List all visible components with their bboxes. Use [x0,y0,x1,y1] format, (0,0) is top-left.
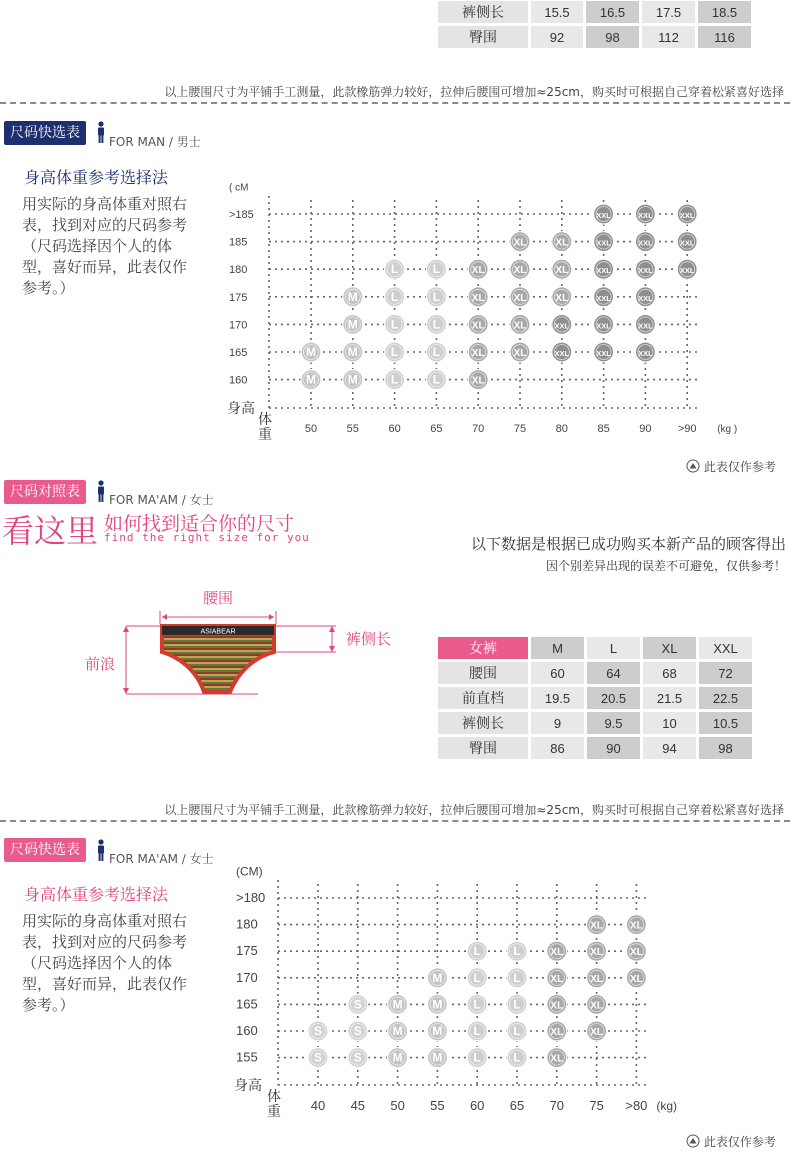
x-tick-label: 75 [589,1098,604,1113]
row-label: 裤侧长 [438,712,528,734]
size-marker-label: XXL [638,321,653,331]
size-marker-label: XXL [596,211,611,220]
for-man-label: FOR MAN / 男士 [109,135,201,149]
size-marker-label: XL [590,1027,603,1038]
men-instruction-text: 用实际的身高体重对照右表，找到对应的尺码参考（尺码选择因个人的体型，喜好而异，此表仅作参考。） [22,195,188,297]
y-axis-caption: 身高 [234,1077,262,1093]
size-marker-label: L [432,262,441,277]
size-marker-label: XXL [679,238,695,248]
size-marker-label: M [347,289,358,304]
size-marker-label: XL [471,265,485,277]
y-tick-label: 165 [229,347,248,359]
size-marker-label: S [353,1050,362,1065]
x-tick-label: 70 [472,423,485,435]
size-marker-label: XL [590,920,603,932]
size-marker-label: XXL [679,211,695,220]
size-marker-label: L [473,1024,481,1038]
size-marker-label: XXL [596,349,611,358]
row-label: 臀围 [438,26,528,48]
men-subtitle: 身高体重参考选择法 [24,168,169,187]
y-unit-label: ( cM [229,182,249,194]
table-header: 女裤 [438,637,528,659]
size-marker-label: L [390,372,399,387]
table-header: XL [643,637,696,659]
y-tick-label: 165 [236,996,258,1012]
size-marker-label: XL [590,973,603,985]
y-tick-label: 185 [229,236,248,249]
for-maam-label: FOR MA'AM / 女士 [109,493,214,507]
table-cell: 86 [531,737,584,759]
table-cell: 90 [587,737,640,759]
y-tick-label: 175 [236,943,258,959]
size-marker-label: XL [550,947,564,959]
size-marker-label: XL [513,237,527,249]
x-tick-label: 70 [549,1098,565,1113]
x-tick-label: >90 [677,423,697,435]
size-marker-label: L [432,289,441,304]
data-source-note: 以下数据是根据已成功购买本新产品的顾客得出 [470,535,786,553]
x-tick-label: 60 [469,1098,485,1113]
row-label: 腰围 [438,662,528,684]
size-marker-label: XL [555,265,569,277]
x-tick-label: 55 [430,1098,445,1113]
top-size-table [435,0,754,51]
size-marker-label: XXL [596,293,611,303]
y-tick-label: 170 [229,319,248,332]
women-quick-size-badge: 尺码快选表 [4,838,86,862]
front-rise-label: 前浪 [85,655,116,673]
size-marker-label: XXL [638,266,653,276]
size-marker-label: XXL [554,321,570,331]
women-subtitle: 身高体重参考选择法 [24,885,169,904]
size-marker-label: L [473,997,481,1012]
section-divider [0,102,790,104]
size-marker-label: S [353,997,362,1012]
x-axis-caption: 重 [258,426,272,442]
how-to-find-subtitle-en: find the right size for you [104,531,310,544]
size-marker-label: XL [471,375,485,387]
size-marker-label: M [347,345,358,359]
size-marker-label: L [390,345,399,359]
section-divider [0,820,790,822]
size-marker-label: XXL [596,266,611,276]
table-cell: 20.5 [587,687,640,709]
measurement-note: 以上腰围尺寸为平铺手工测量，此款橡筋弹力较好，拉伸后腰围可增加≈25cm，购买时可根据自己穿着松紧喜好选择 [164,85,784,99]
size-marker-label: L [432,345,441,359]
size-marker-label: XL [555,292,569,304]
x-tick-label: 45 [350,1098,366,1113]
size-marker-label: M [432,1050,443,1065]
table-cell: 92 [531,26,583,48]
x-tick-label: 40 [310,1098,326,1113]
x-tick-label: >80 [625,1098,648,1113]
big-title: 看这里 [2,512,99,550]
size-marker-label: M [392,1050,403,1065]
row-label: 裤侧长 [438,1,528,23]
size-marker-label: M [306,345,316,359]
x-unit-label: (kg ) [717,424,738,435]
table-cell: 19.5 [531,687,584,709]
x-tick-label: 80 [555,423,568,435]
table-row [438,662,752,684]
table-cell: 98 [586,26,639,48]
women-instruction-text: 用实际的身高体重对照右表，找到对应的尺码参考（尺码选择因个人的体型，喜好而异，此表仅作参考。） [22,912,188,1014]
x-tick-label: 65 [430,423,443,435]
y-unit-label: (CM) [236,864,263,879]
up-arrow-circle-icon [686,459,700,473]
men-reference-note [686,458,776,475]
size-marker-label: XL [550,973,564,985]
size-marker-label: XL [590,1000,603,1012]
women-size-chart [230,860,700,1126]
x-axis-caption: 重 [267,1103,281,1119]
size-marker-label: L [473,1050,481,1065]
size-marker-label: L [390,289,399,304]
table-cell: 60 [531,662,584,684]
size-marker-label: S [353,1024,362,1038]
size-marker-label: XXL [638,293,653,303]
women-size-table [435,634,755,762]
size-marker-label: XXL [638,211,653,220]
up-arrow-circle-icon [686,1134,700,1148]
table-cell: 94 [643,737,696,759]
size-marker-label: L [513,997,521,1012]
table-row [438,712,752,734]
size-marker-label: L [432,372,441,387]
size-marker-label: L [473,970,481,985]
reference-text: 此表仅作参考 [703,460,776,474]
garment-waistband-text: ASIABEAR [200,628,236,636]
table-cell: 116 [698,26,751,48]
x-tick-label: 85 [597,423,610,435]
table-cell: 18.5 [698,1,751,23]
size-marker-label: L [390,262,399,277]
x-tick-label: 50 [390,1098,405,1113]
men-quick-size-badge: 尺码快选表 [4,121,86,145]
y-tick-label: 160 [229,374,248,387]
person-icon [96,121,106,143]
side-length-label: 裤侧长 [346,630,392,648]
women-size-compare-badge: 尺码对照表 [4,480,86,504]
size-marker-label: XL [550,1027,564,1038]
table-cell: 22.5 [699,687,752,709]
size-marker-label: M [347,317,358,332]
row-label: 前直档 [438,687,528,709]
size-marker-label: XL [513,292,527,304]
table-cell: 9 [531,712,584,734]
table-cell: 16.5 [586,1,639,23]
size-marker-label: L [432,317,441,332]
table-cell: 98 [699,737,752,759]
measurement-note: 以上腰围尺寸为平铺手工测量，此款橡筋弹力较好，拉伸后腰围可增加≈25cm，购买时可根据自己穿着松紧喜好选择 [164,803,784,817]
table-cell: 68 [643,662,696,684]
size-marker-label: L [513,970,521,985]
table-header-row [438,637,752,659]
for-maam-label: FOR MA'AM / 女士 [109,852,214,866]
table-header: XXL [699,637,752,659]
x-unit-label: (kg) [656,1099,678,1113]
size-marker-label: XXL [596,321,611,331]
table-header: L [587,637,640,659]
table-cell: 72 [699,662,752,684]
person-icon [96,839,106,861]
size-marker-label: XL [471,292,485,304]
size-marker-label: XL [513,348,527,359]
x-axis-caption: 体 [267,1088,281,1104]
table-cell: 64 [587,662,640,684]
y-tick-label: 170 [236,969,258,985]
size-marker-label: XL [513,320,527,332]
size-marker-label: S [313,1050,323,1065]
table-cell: 10 [643,712,696,734]
table-cell: 10.5 [699,712,752,734]
y-tick-label: 160 [236,1023,258,1038]
size-marker-label: XXL [638,238,653,248]
table-row [438,737,752,759]
y-tick-label: 175 [229,291,248,304]
size-marker-label: XL [550,1053,564,1065]
size-marker-label: XL [630,920,643,932]
size-marker-label: XL [471,348,485,359]
reference-text: 此表仅作参考 [703,1135,776,1149]
size-marker-label: XXL [638,349,653,358]
men-size-chart [225,180,765,450]
women-reference-note [686,1133,776,1150]
x-tick-label: 60 [388,423,401,435]
size-marker-label: L [513,1024,521,1038]
size-marker-label: XL [630,947,643,959]
y-tick-label: >185 [229,209,254,221]
size-marker-label: S [313,1024,323,1038]
table-row [438,1,751,23]
y-tick-label: >180 [236,890,266,905]
y-tick-label: 180 [229,264,248,277]
size-marker-label: XL [550,1000,564,1012]
size-marker-label: XL [630,973,643,985]
table-cell: 21.5 [643,687,696,709]
size-marker-label: M [392,1024,403,1038]
x-axis-caption: 体 [258,411,272,427]
table-cell: 15.5 [531,1,583,23]
size-marker-label: XXL [596,238,611,248]
size-marker-label: M [432,1024,443,1038]
table-row [438,687,752,709]
x-tick-label: 50 [304,423,318,435]
size-marker-label: L [473,944,481,959]
table-cell: 17.5 [642,1,695,23]
table-header: M [531,637,584,659]
waist-label: 腰围 [203,589,234,607]
how-to-find-title: 如何找到适合你的尺寸 [104,513,295,535]
x-tick-label: 90 [639,423,652,435]
x-tick-label: 55 [346,423,359,435]
size-marker-label: M [306,372,316,387]
person-icon [96,480,106,502]
table-cell: 9.5 [587,712,640,734]
y-axis-caption: 身高 [227,400,255,416]
data-disclaimer: 因个别差异出现的误差不可避免，仅供参考！ [545,559,786,573]
size-marker-label: M [432,997,443,1012]
size-marker-label: M [392,997,403,1012]
size-marker-label: L [513,1050,521,1065]
size-marker-label: XL [555,237,569,249]
table-cell: 112 [642,26,695,48]
x-tick-label: 65 [509,1098,525,1113]
table-row [438,26,751,48]
row-label: 臀围 [438,737,528,759]
y-tick-label: 155 [236,1049,258,1065]
size-marker-label: M [432,970,443,985]
size-marker-label: XXL [554,349,570,358]
size-marker-label: XL [513,265,527,277]
size-marker-label: XL [471,320,485,332]
y-tick-label: 180 [236,916,258,932]
briefs-diagram [118,606,343,698]
size-marker-label: XXL [679,266,695,276]
size-marker-label: XL [590,947,603,959]
size-marker-label: M [347,372,358,387]
size-marker-label: L [390,317,399,332]
size-marker-label: L [513,944,521,959]
x-tick-label: 75 [513,423,527,435]
